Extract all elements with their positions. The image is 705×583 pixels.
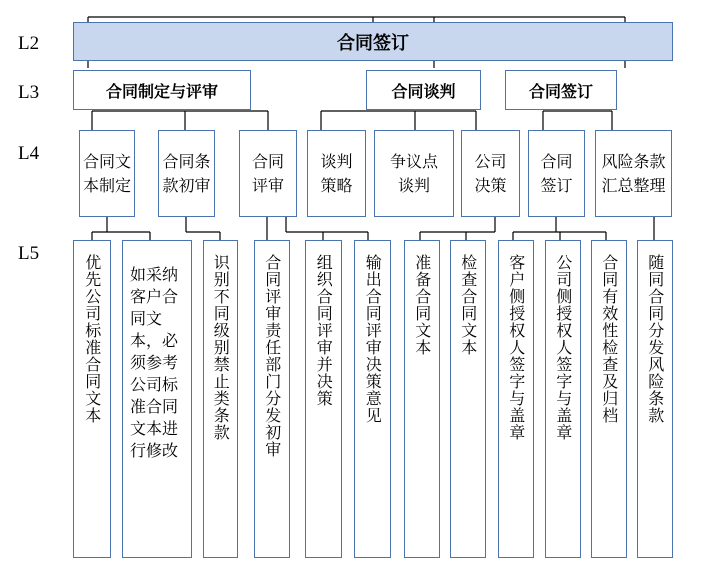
level-label-l3: L3 (18, 82, 40, 103)
level-label-l5: L5 (18, 243, 40, 264)
l4-dispute-negotiation: 争议点谈判 (374, 130, 454, 217)
l4-contract-signing: 合同签订 (528, 130, 585, 217)
l5-output-review-opinion: 输出合同评审决策意见 (354, 240, 391, 558)
l3-contract-drafting-review: 合同制定与评审 (73, 70, 251, 110)
l5-check-text: 检查合同文本 (450, 240, 486, 558)
l5-customer-text-modify: 如采纳客户合同文本，必须参考公司标准合同文本进行修改 (122, 240, 192, 558)
l5-organize-review: 组织合同评审并决策 (305, 240, 342, 558)
level-label-l4: L4 (18, 143, 40, 164)
l5-standard-text: 优先公司标准合同文本 (73, 240, 111, 558)
l4-contract-text-drafting: 合同文本制定 (79, 130, 135, 217)
l5-prepare-text: 准备合同文本 (404, 240, 440, 558)
l3-contract-signing: 合同签订 (505, 70, 617, 110)
l3-contract-negotiation: 合同谈判 (366, 70, 481, 110)
l4-negotiation-strategy: 谈判策略 (307, 130, 366, 217)
l5-review-distribution: 合同评审责任部门分发初审 (254, 240, 290, 558)
level-label-l2: L2 (18, 33, 40, 54)
l4-contract-clause-review: 合同条款初审 (158, 130, 215, 217)
l4-risk-clause-summary: 风险条款汇总整理 (595, 130, 672, 217)
l5-validity-archive: 合同有效性检查及归档 (591, 240, 627, 558)
l5-company-sign: 公司侧授权人签字与盖章 (545, 240, 581, 558)
l5-prohibited-clauses: 识别不同级别禁止类条款 (203, 240, 238, 558)
root-box: 合同签订 (73, 22, 673, 61)
l5-customer-sign: 客户侧授权人签字与盖章 (498, 240, 534, 558)
l5-distribute-risk: 随同合同分发风险条款 (637, 240, 673, 558)
l4-contract-review: 合同评审 (239, 130, 297, 217)
l4-company-decision: 公司决策 (461, 130, 520, 217)
